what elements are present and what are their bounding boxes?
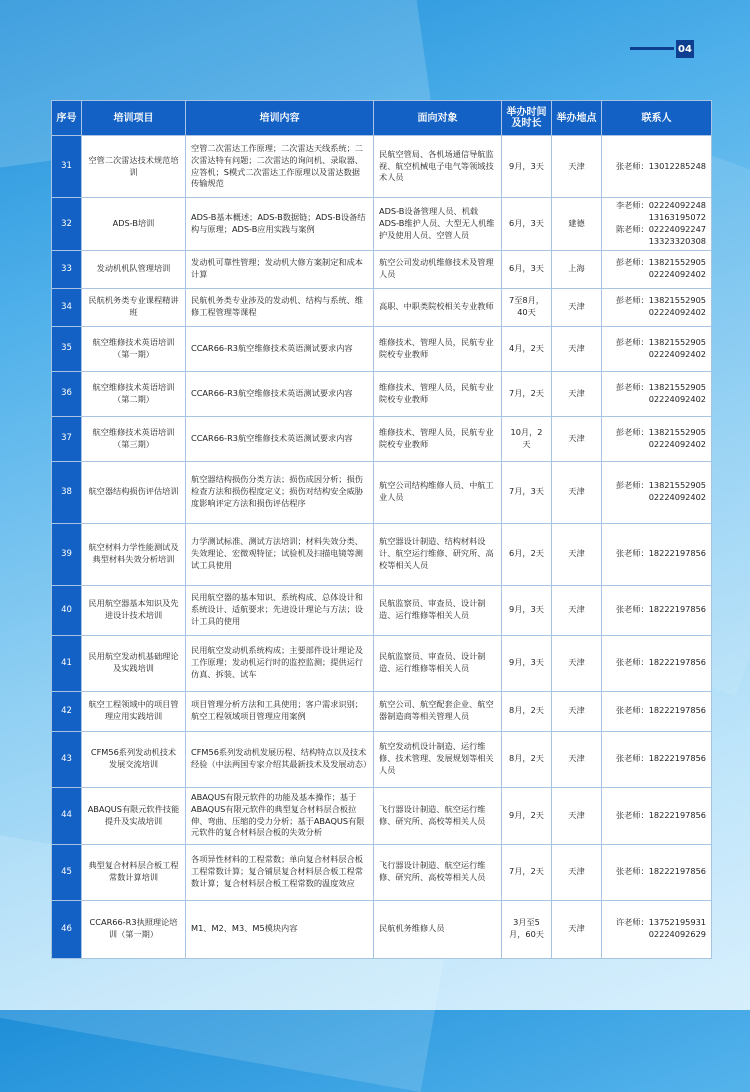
table-row bbox=[52, 635, 712, 691]
row-place: 天津 bbox=[552, 371, 602, 416]
row-contact: 张老师：18222197856 bbox=[602, 635, 712, 691]
row-contact: 张老师：13012285248 bbox=[602, 136, 712, 198]
page-number-line bbox=[630, 47, 674, 50]
row-time: 7至8月，40天 bbox=[502, 288, 552, 326]
table-row bbox=[52, 198, 712, 251]
row-number: 46 bbox=[52, 900, 82, 958]
row-number: 38 bbox=[52, 461, 82, 523]
table-row bbox=[52, 136, 712, 198]
row-audience: 航空发动机设计制造、运行维修、技术管理、发展规划等相关人员 bbox=[374, 731, 502, 787]
row-audience: 航空器设计制造、结构材料设计、航空运行维修、研究所、高校等相关人员 bbox=[374, 523, 502, 585]
row-place: 天津 bbox=[552, 900, 602, 958]
row-time: 7月，2天 bbox=[502, 371, 552, 416]
row-audience: 航空公司结构维修人员、中航工业人员 bbox=[374, 461, 502, 523]
row-number: 37 bbox=[52, 416, 82, 461]
row-content: ADS-B基本概述；ADS-B数据链；ADS-B设备结构与原理；ADS-B应用实践与案例 bbox=[186, 198, 374, 251]
row-time: 4月，2天 bbox=[502, 326, 552, 371]
row-contact: 彭老师：13821552905 02224092402 bbox=[602, 371, 712, 416]
header-no: 序号 bbox=[52, 101, 82, 136]
row-place: 天津 bbox=[552, 416, 602, 461]
row-project: ADS-B培训 bbox=[82, 198, 186, 251]
header-project: 培训项目 bbox=[82, 101, 186, 136]
row-place: 上海 bbox=[552, 250, 602, 288]
row-audience: 飞行器设计制造、航空运行维修、研究所、高校等相关人员 bbox=[374, 844, 502, 900]
row-content: CCAR66-R3航空维修技术英语测试要求内容 bbox=[186, 326, 374, 371]
header-contact: 联系人 bbox=[602, 101, 712, 136]
row-contact: 张老师：18222197856 bbox=[602, 787, 712, 844]
row-place: 天津 bbox=[552, 731, 602, 787]
table-header-row bbox=[52, 101, 712, 136]
header-time: 举办时间及时长 bbox=[502, 101, 552, 136]
row-audience: 飞行器设计制造、航空运行维修、研究所、高校等相关人员 bbox=[374, 787, 502, 844]
row-number: 36 bbox=[52, 371, 82, 416]
row-project: 典型复合材料层合板工程常数计算培训 bbox=[82, 844, 186, 900]
row-project: 发动机机队管理培训 bbox=[82, 250, 186, 288]
row-contact: 张老师：18222197856 bbox=[602, 731, 712, 787]
row-place: 天津 bbox=[552, 787, 602, 844]
row-content: 民用航空器的基本知识、系统构成、总体设计和系统设计、适航要求；先进设计理论与方法；设计工具的使用 bbox=[186, 585, 374, 635]
row-content: 航空器结构损伤分类方法；损伤成因分析；损伤检查方法和损伤程度定义；损伤对结构安全威胁度影响评定方法和损伤评估程序 bbox=[186, 461, 374, 523]
row-time: 8月，2天 bbox=[502, 731, 552, 787]
row-content: 空管二次雷达工作原理；二次雷达天线系统；二次雷达特有问题；二次雷达的询问机、录取器、应答机；S模式二次雷达工作原理以及雷达数据传输规范 bbox=[186, 136, 374, 198]
row-audience: 民航监察员、审查员、设计制造、运行维修等相关人员 bbox=[374, 635, 502, 691]
row-project: 民用航空器基本知识及先进设计技术培训 bbox=[82, 585, 186, 635]
row-project: 民用航空发动机基础理论及实践培训 bbox=[82, 635, 186, 691]
row-place: 天津 bbox=[552, 523, 602, 585]
row-project: 航空工程领域中的项目管理应用实践培训 bbox=[82, 691, 186, 731]
row-contact: 彭老师：13821552905 02224092402 bbox=[602, 326, 712, 371]
row-content: 项目管理分析方法和工具使用；客户需求识别；航空工程领域项目管理应用案例 bbox=[186, 691, 374, 731]
row-audience: 民航机务维修人员 bbox=[374, 900, 502, 958]
row-project: 民航机务类专业课程精讲班 bbox=[82, 288, 186, 326]
row-content: 力学测试标准、测试方法培训；材料失效分类、失效理论、宏微观特征；试验机及扫描电镜等测试工具使用 bbox=[186, 523, 374, 585]
row-contact: 张老师：18222197856 bbox=[602, 691, 712, 731]
row-content: M1、M2、M3、M5模块内容 bbox=[186, 900, 374, 958]
row-place: 天津 bbox=[552, 136, 602, 198]
row-place: 天津 bbox=[552, 288, 602, 326]
row-audience: 高职、中职类院校相关专业教师 bbox=[374, 288, 502, 326]
row-project: 航空材料力学性能测试及典型材料失效分析培训 bbox=[82, 523, 186, 585]
row-content: 民用航空发动机系统构成；主要部件设计理论及工作原理；发动机运行时的监控监测；提供运行仿真、拆装、试车 bbox=[186, 635, 374, 691]
row-place: 建德 bbox=[552, 198, 602, 251]
row-project: CFM56系列发动机技术发展交流培训 bbox=[82, 731, 186, 787]
page-number: 04 bbox=[676, 40, 694, 58]
row-audience: 维修技术、管理人员，民航专业院校专业教师 bbox=[374, 416, 502, 461]
row-number: 34 bbox=[52, 288, 82, 326]
row-time: 6月，3天 bbox=[502, 198, 552, 251]
row-contact: 彭老师：13821552905 02224092402 bbox=[602, 250, 712, 288]
row-content: 发动机可靠性管理；发动机大修方案制定和成本计算 bbox=[186, 250, 374, 288]
table-row bbox=[52, 461, 712, 523]
row-project: 空管二次雷达技术规范培训 bbox=[82, 136, 186, 198]
row-contact: 李老师：02224092248 13163195072 陈老师：02224092247 13323320308 bbox=[602, 198, 712, 251]
row-place: 天津 bbox=[552, 635, 602, 691]
row-content: ABAQUS有限元软件的功能及基本操作；基于ABAQUS有限元软件的典型复合材料层合板拉伸、弯曲、压缩的受力分析；基于ABAQUS有限元软件的复合材料层合板的失效分析 bbox=[186, 787, 374, 844]
row-number: 33 bbox=[52, 250, 82, 288]
table-row bbox=[52, 288, 712, 326]
table-row bbox=[52, 250, 712, 288]
table-row bbox=[52, 523, 712, 585]
row-time: 8月，2天 bbox=[502, 691, 552, 731]
row-project: ABAQUS有限元软件技能提升及实战培训 bbox=[82, 787, 186, 844]
row-number: 32 bbox=[52, 198, 82, 251]
row-place: 天津 bbox=[552, 844, 602, 900]
row-number: 43 bbox=[52, 731, 82, 787]
table-row bbox=[52, 691, 712, 731]
table-row bbox=[52, 787, 712, 844]
training-table bbox=[51, 100, 712, 959]
header-audience: 面向对象 bbox=[374, 101, 502, 136]
row-contact: 张老师：18222197856 bbox=[602, 523, 712, 585]
row-number: 31 bbox=[52, 136, 82, 198]
row-number: 45 bbox=[52, 844, 82, 900]
row-contact: 彭老师：13821552905 02224092402 bbox=[602, 288, 712, 326]
row-project: 航空维修技术英语培训（第二期） bbox=[82, 371, 186, 416]
row-content: 民航机务类专业涉及的发动机、结构与系统、维修工程管理等课程 bbox=[186, 288, 374, 326]
table-row bbox=[52, 371, 712, 416]
row-time: 9月，3天 bbox=[502, 585, 552, 635]
row-contact: 张老师：18222197856 bbox=[602, 585, 712, 635]
header-content: 培训内容 bbox=[186, 101, 374, 136]
row-content: CCAR66-R3航空维修技术英语测试要求内容 bbox=[186, 371, 374, 416]
row-time: 9月，2天 bbox=[502, 787, 552, 844]
row-audience: 维修技术、管理人员，民航专业院校专业教师 bbox=[374, 371, 502, 416]
row-contact: 彭老师：13821552905 02224092402 bbox=[602, 461, 712, 523]
row-time: 3月至5月，60天 bbox=[502, 900, 552, 958]
row-time: 6月，3天 bbox=[502, 250, 552, 288]
table-row bbox=[52, 326, 712, 371]
row-time: 6月，2天 bbox=[502, 523, 552, 585]
header-place: 举办地点 bbox=[552, 101, 602, 136]
row-project: 航空器结构损伤评估培训 bbox=[82, 461, 186, 523]
row-place: 天津 bbox=[552, 691, 602, 731]
row-contact: 许老师：13752195931 02224092629 bbox=[602, 900, 712, 958]
row-content: CCAR66-R3航空维修技术英语测试要求内容 bbox=[186, 416, 374, 461]
row-time: 9月，3天 bbox=[502, 635, 552, 691]
row-audience: 民航空管局、各机场通信导航监视、航空机械电子电气等领域技术人员 bbox=[374, 136, 502, 198]
row-number: 42 bbox=[52, 691, 82, 731]
row-project: 航空维修技术英语培训（第一期） bbox=[82, 326, 186, 371]
row-number: 35 bbox=[52, 326, 82, 371]
row-time: 9月，3天 bbox=[502, 136, 552, 198]
row-time: 7月，3天 bbox=[502, 461, 552, 523]
table-row bbox=[52, 585, 712, 635]
row-project: 航空维修技术英语培训（第三期） bbox=[82, 416, 186, 461]
row-audience: 航空公司发动机维修技术及管理人员 bbox=[374, 250, 502, 288]
row-number: 40 bbox=[52, 585, 82, 635]
row-audience: 维修技术、管理人员，民航专业院校专业教师 bbox=[374, 326, 502, 371]
row-contact: 张老师：18222197856 bbox=[602, 844, 712, 900]
table-row bbox=[52, 844, 712, 900]
row-number: 44 bbox=[52, 787, 82, 844]
row-place: 天津 bbox=[552, 461, 602, 523]
row-place: 天津 bbox=[552, 326, 602, 371]
row-number: 41 bbox=[52, 635, 82, 691]
row-audience: ADS-B设备管理人员、机载ADS-B维护人员、大型无人机维护及使用人员、空管人员 bbox=[374, 198, 502, 251]
row-project: CCAR66-R3执照理论培训（第一期） bbox=[82, 900, 186, 958]
row-place: 天津 bbox=[552, 585, 602, 635]
table-row bbox=[52, 900, 712, 958]
row-number: 39 bbox=[52, 523, 82, 585]
row-time: 10月，2天 bbox=[502, 416, 552, 461]
row-content: 各项异性材料的工程常数；单向复合材料层合板工程常数计算；复合铺层复合材料层合板工程常数计算；复合材料层合板工程常数的温度效应 bbox=[186, 844, 374, 900]
row-time: 7月，2天 bbox=[502, 844, 552, 900]
row-audience: 民航监察员、审查员、设计制造、运行维修等相关人员 bbox=[374, 585, 502, 635]
row-content: CFM56系列发动机发展历程、结构特点以及技术经验（中法两国专家介绍其最新技术及发展动态） bbox=[186, 731, 374, 787]
table-row bbox=[52, 416, 712, 461]
table-row bbox=[52, 731, 712, 787]
row-audience: 航空公司、航空配套企业、航空器制造商等相关管理人员 bbox=[374, 691, 502, 731]
row-contact: 彭老师：13821552905 02224092402 bbox=[602, 416, 712, 461]
